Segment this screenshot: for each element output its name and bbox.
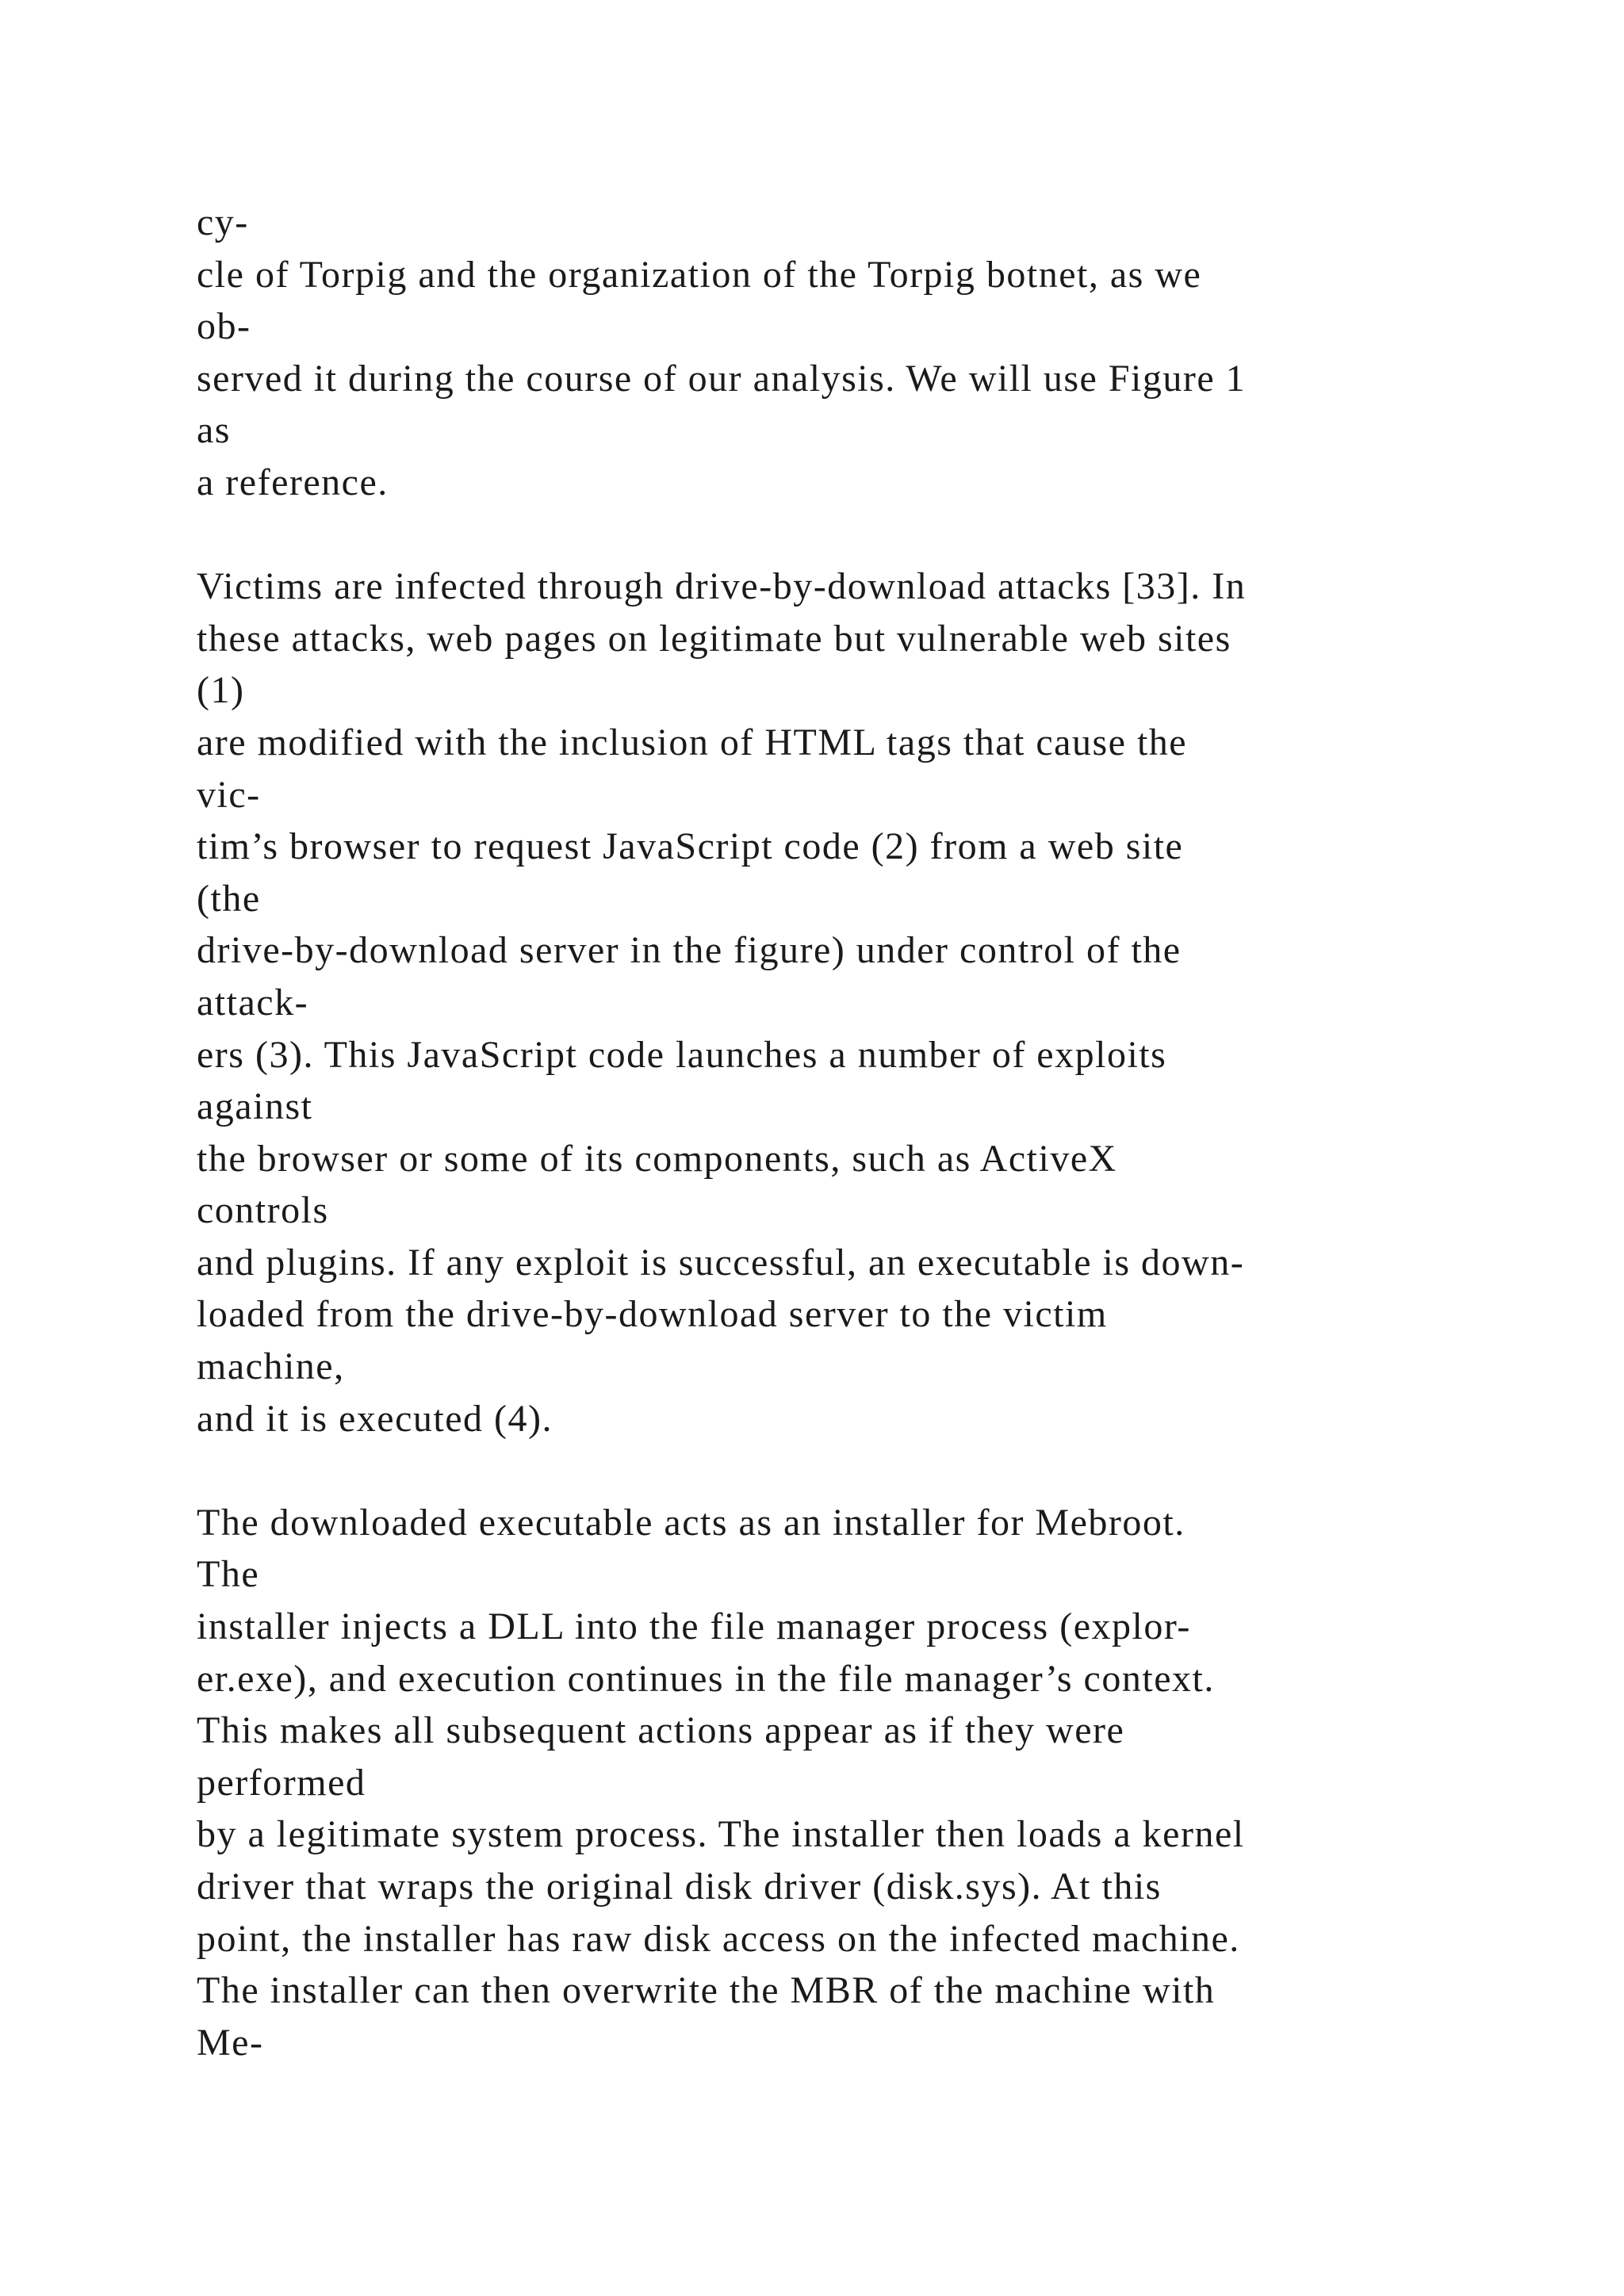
text-line: The downloaded executable acts as an installer for Mebroot. xyxy=(197,1501,1185,1544)
text-line: controls xyxy=(197,1189,329,1232)
text-line: these attacks, web pages on legitimate but vulnerable web sites xyxy=(197,617,1231,660)
text-line: as xyxy=(197,409,231,452)
text-line: The installer can then overwrite the MBR of the machine with xyxy=(197,1969,1216,2012)
text-line: are modified with the inclusion of HTML tags that cause the xyxy=(197,721,1188,763)
text-line: machine, xyxy=(197,1345,345,1388)
document-body xyxy=(197,197,1545,2068)
text-line: This makes all subsequent actions appear as if they were xyxy=(197,1709,1125,1752)
text-line: er.exe), and execution continues in the file manager’s context. xyxy=(197,1657,1215,1700)
text-line: a reference. xyxy=(197,461,389,503)
text-line: ob- xyxy=(197,305,251,348)
text-line: performed xyxy=(197,1761,366,1804)
text-line: drive-by-download server in the figure) under control of the xyxy=(197,929,1182,972)
text-line: the browser or some of its components, such as ActiveX xyxy=(197,1137,1117,1180)
text-line: point, the installer has raw disk access on the infected machine. xyxy=(197,1917,1240,1960)
text-line: cle of Torpig and the organization of the Torpig botnet, as we xyxy=(197,253,1202,296)
paragraph-1 xyxy=(197,197,1545,509)
text-line: cy- xyxy=(197,201,249,243)
text-line: and it is executed (4). xyxy=(197,1397,553,1440)
text-line: Me- xyxy=(197,2021,264,2064)
text-line: Victims are infected through drive-by-download attacks [33]. In xyxy=(197,565,1247,608)
text-line: by a legitimate system process. The installer then loads a kernel xyxy=(197,1813,1245,1856)
text-line: ers (3). This JavaScript code launches a number of exploits xyxy=(197,1033,1167,1076)
text-line: against xyxy=(197,1085,313,1128)
text-line: served it during the course of our analysis. We will use Figure 1 xyxy=(197,357,1247,400)
text-line: The xyxy=(197,1553,260,1596)
text-line: vic- xyxy=(197,773,261,816)
text-line: and plugins. If any exploit is successful, an executable is down- xyxy=(197,1241,1245,1284)
paragraph-3 xyxy=(197,1497,1545,2069)
paragraph-2 xyxy=(197,561,1545,1445)
text-line: tim’s browser to request JavaScript code (2) from a web site xyxy=(197,825,1184,868)
text-line: attack- xyxy=(197,981,309,1024)
text-line: driver that wraps the original disk driver (disk.sys). At this xyxy=(197,1866,1162,1908)
text-line: installer injects a DLL into the file manager process (explor- xyxy=(197,1605,1191,1648)
text-line: loaded from the drive-by-download server to the victim xyxy=(197,1293,1108,1336)
text-line: (1) xyxy=(197,669,245,712)
text-line: (the xyxy=(197,877,261,920)
